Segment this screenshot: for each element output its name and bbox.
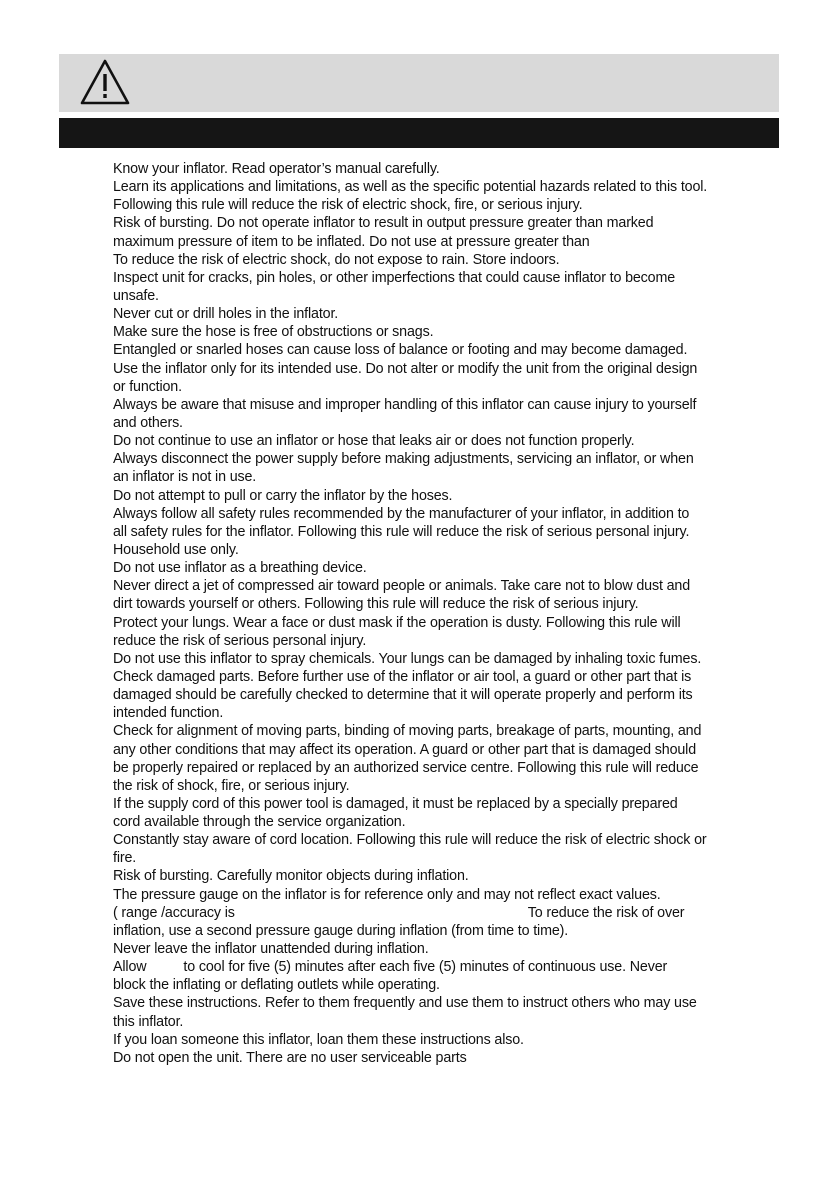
text-line: Know your inflator. Read operator’s manual carefully. xyxy=(113,161,440,177)
accuracy-line-left: ( range /accuracy is xyxy=(113,904,235,921)
text-line: intended function. xyxy=(113,705,224,722)
text-line: Always be aware that misuse and improper handling of this inflator can cause injury to yourself xyxy=(113,396,697,413)
text-line: the risk of shock, fire, or serious injury. xyxy=(113,777,350,794)
text-line: fire. xyxy=(113,850,137,867)
accuracy-line-right: To reduce the risk of over xyxy=(527,904,685,921)
warning-header-band xyxy=(59,54,779,112)
text-line: Inspect unit for cracks, pin holes, or other imperfections that could cause inflator to become xyxy=(113,269,676,286)
allow-line-right: to cool for five (5) minutes after each five (5) minutes of continuous use. Never xyxy=(183,959,668,976)
text-line: To reduce the risk of electric shock, do not expose to rain. Store indoors. xyxy=(113,251,560,268)
text-line: block the inflating or deflating outlets while operating. xyxy=(113,977,440,994)
text-line: Make sure the hose is free of obstructions or snags. xyxy=(113,324,434,341)
text-line: maximum pressure of item to be inflated. Do not use at pressure greater than xyxy=(113,233,590,250)
text-line: Always follow all safety rules recommended by the manufacturer of your inflator, in addition to xyxy=(113,505,690,522)
text-line: an inflator is not in use. xyxy=(113,469,257,486)
text-line: damaged should be carefully checked to determine that it will operate properly and perform its xyxy=(113,687,693,704)
allow-line-left: Allow xyxy=(113,959,147,976)
text-line: Do not attempt to pull or carry the inflator by the hoses. xyxy=(113,487,453,504)
text-line: Never cut or drill holes in the inflator. xyxy=(113,306,339,323)
text-line: Entangled or snarled hoses can cause loss of balance or footing and may become damaged. xyxy=(113,342,688,359)
text-line: all safety rules for the inflator. Following this rule will reduce the risk of serious personal injury. xyxy=(113,523,690,540)
text-line: cord available through the service organization. xyxy=(113,814,406,831)
text-line: Protect your lungs. Wear a face or dust mask if the operation is dusty. Following this rule will xyxy=(113,614,681,631)
text-line: Never direct a jet of compressed air toward people or animals. Take care not to blow dust and xyxy=(113,578,691,595)
text-line: Learn its applications and limitations, as well as the specific potential hazards related to this tool. xyxy=(113,179,708,196)
text-line: Use the inflator only for its intended use. Do not alter or modify the unit from the original design xyxy=(113,360,698,377)
warning-triangle-icon xyxy=(79,58,131,106)
text-line: Constantly stay aware of cord location. Following this rule will reduce the risk of electric shock or xyxy=(113,832,707,849)
text-line: Do not continue to use an inflator or hose that leaks air or does not function properly. xyxy=(113,433,635,450)
text-line: The pressure gauge on the inflator is for reference only and may not reflect exact values. xyxy=(113,886,661,903)
text-line: Following this rule will reduce the risk of electric shock, fire, or serious injury. xyxy=(113,197,583,214)
text-line: this inflator. xyxy=(113,1013,184,1030)
text-line: Do not open the unit. There are no user serviceable parts xyxy=(113,1049,467,1066)
text-line: Always disconnect the power supply before making adjustments, servicing an inflator, or when xyxy=(113,451,694,468)
text-line: any other conditions that may affect its operation. A guard or other part that is damaged should xyxy=(113,741,696,758)
text-line: reduce the risk of serious personal injury. xyxy=(113,632,367,649)
allow-line xyxy=(113,958,773,976)
text-line: unsafe. xyxy=(113,287,159,304)
text-line: If the supply cord of this power tool is damaged, it must be replaced by a specially prepared xyxy=(113,795,678,812)
text-line: or function. xyxy=(113,378,182,395)
text-line: Do not use this inflator to spray chemicals. Your lungs can be damaged by inhaling toxic fumes. xyxy=(113,650,702,667)
text-line: Do not use inflator as a breathing device. xyxy=(113,560,367,577)
text-line: Check damaged parts. Before further use of the inflator or air tool, a guard or other part that is xyxy=(113,668,692,685)
text-line: dirt towards yourself or others. Following this rule will reduce the risk of serious injury. xyxy=(113,596,639,613)
text-line: be properly repaired or replaced by an authorized service centre. Following this rule will reduce xyxy=(113,759,699,776)
safety-rules-text xyxy=(113,160,773,1067)
text-line: Household use only. xyxy=(113,541,239,558)
text-line: Risk of bursting. Carefully monitor objects during inflation. xyxy=(113,868,469,885)
text-line: Save these instructions. Refer to them frequently and use them to instruct others who may use xyxy=(113,995,697,1012)
text-line: If you loan someone this inflator, loan them these instructions also. xyxy=(113,1031,524,1048)
text-line: Check for alignment of moving parts, binding of moving parts, breakage of parts, mounting, and xyxy=(113,723,702,740)
text-line: and others. xyxy=(113,414,183,431)
text-line: inflation, use a second pressure gauge during inflation (from time to time). xyxy=(113,922,569,939)
text-line: Never leave the inflator unattended during inflation. xyxy=(113,941,429,958)
text-line: Risk of bursting. Do not operate inflator to result in output pressure greater than marked xyxy=(113,215,654,232)
section-title-bar xyxy=(59,118,779,148)
accuracy-line xyxy=(113,904,773,922)
